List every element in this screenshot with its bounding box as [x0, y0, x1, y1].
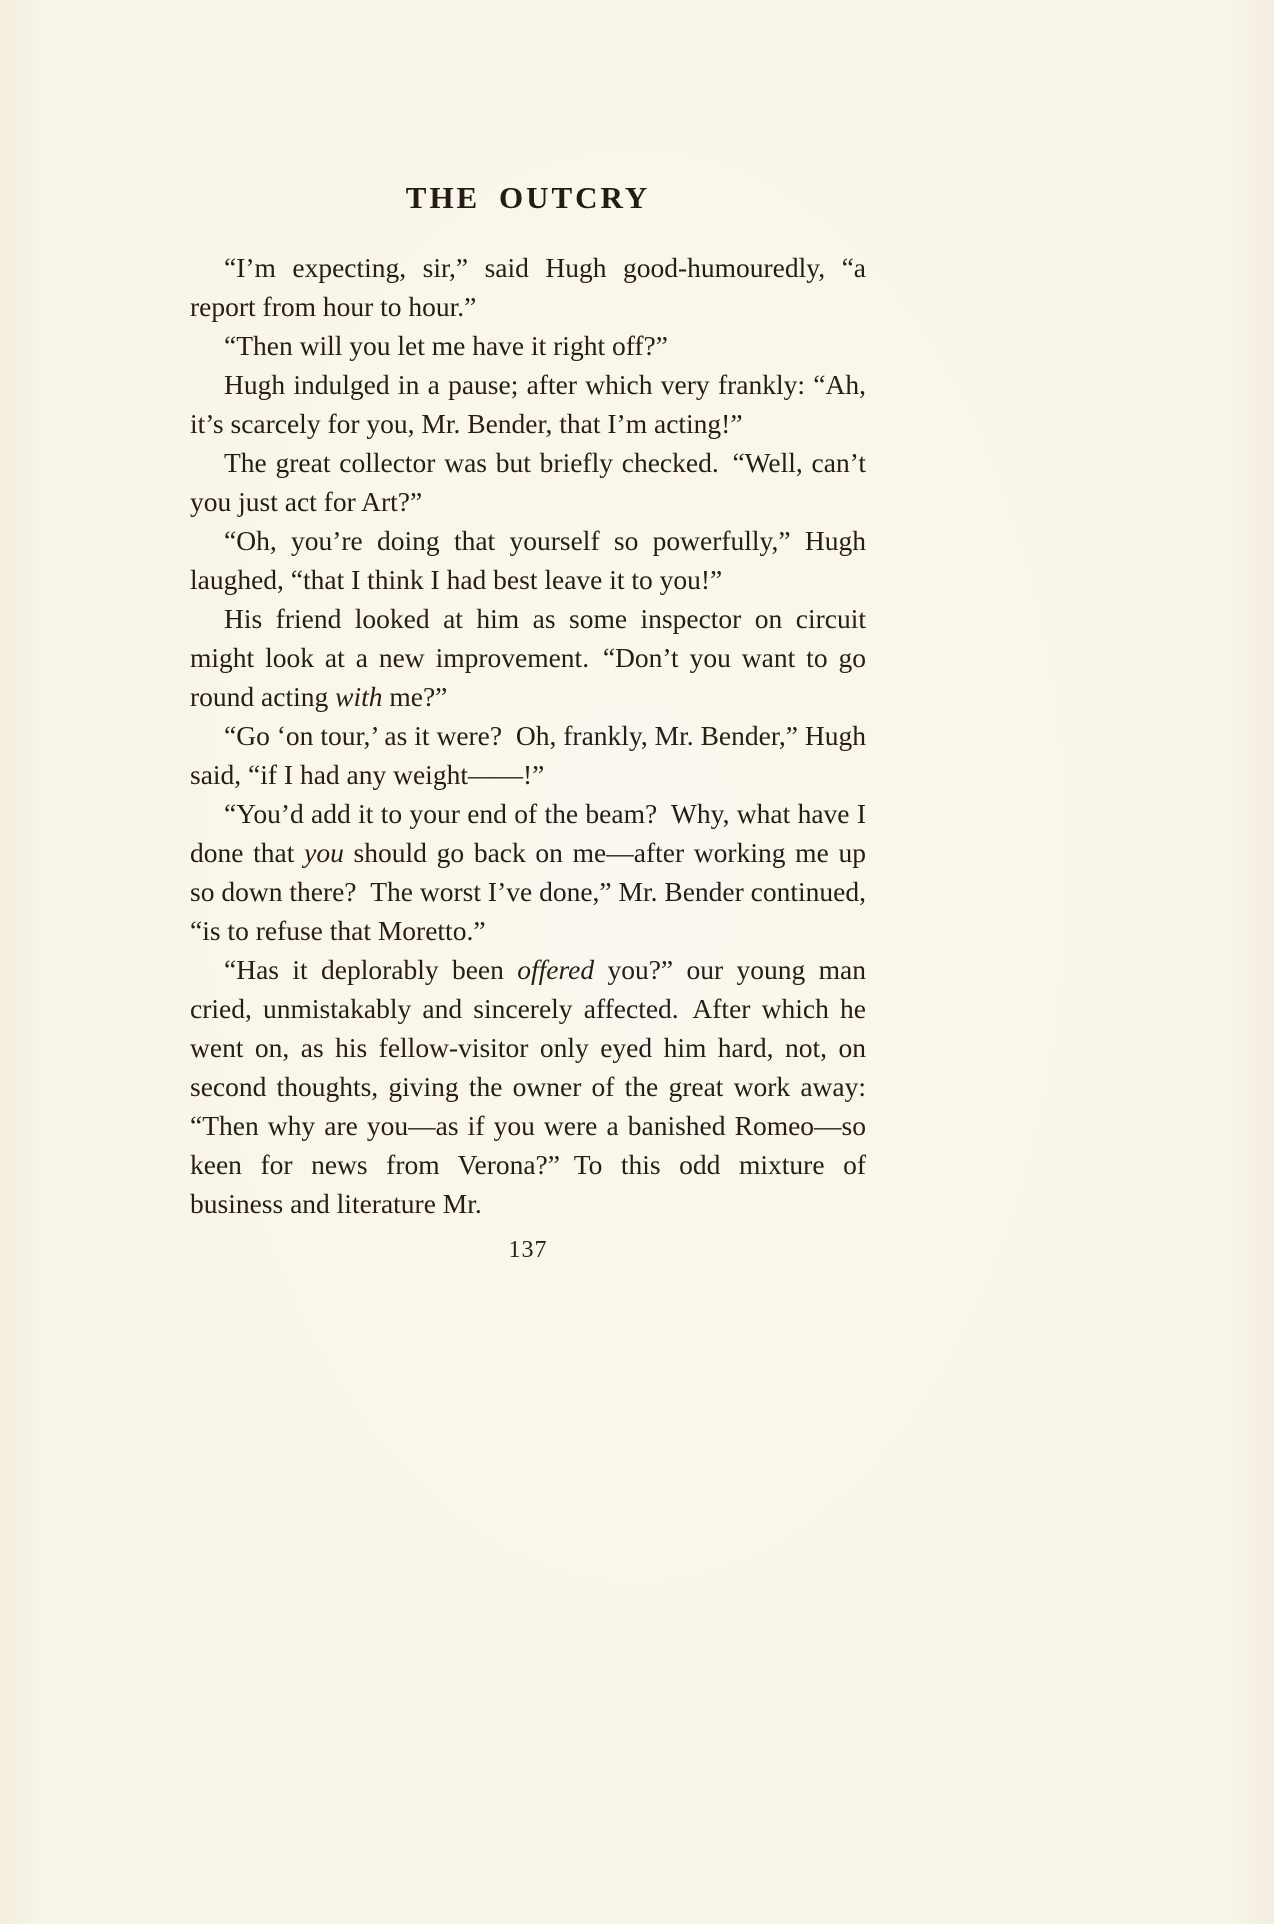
paragraph	[190, 443, 866, 521]
paragraph	[190, 716, 866, 794]
text-segment: “I’m expecting, sir,” said Hugh good-humouredly, “a report from hour to hour.”	[190, 252, 866, 322]
text-segment: Hugh indulged in a pause; after which very frankly: “Ah, it’s scarcely for you, Mr. Bender, that I’m acting!”	[190, 369, 866, 439]
text-segment: you?” our young man cried, unmistakably and sincerely affected. After which he went on, as his fellow-visitor only eyed him hard, not, on second thoughts, giving the owner of the great work away: “Then why are you—as if you were a banished Romeo—so keen for news from Verona?” To this odd mixture of business and literature Mr.	[190, 954, 866, 1219]
paragraph	[190, 521, 866, 599]
text-segment: His friend looked at him as some inspector on circuit might look at a new improvement. “Don’t you want to go round acting	[190, 603, 866, 712]
page-number: 137	[508, 1237, 548, 1263]
paragraph	[190, 794, 866, 950]
paragraph	[190, 599, 866, 716]
text-segment: “Has it deplorably been	[224, 954, 518, 985]
text-segment: me?”	[382, 681, 448, 712]
italic-text: you	[304, 837, 344, 868]
italic-text: offered	[517, 954, 595, 985]
text-segment: “Go ‘on tour,’ as it were? Oh, frankly, Mr. Bender,” Hugh said, “if I had any weight——!”	[190, 720, 866, 790]
italic-text: with	[335, 681, 383, 712]
text-segment: “You’d add it to your end of the beam? Why, what have I done that	[190, 798, 866, 868]
page-body	[190, 248, 866, 1223]
paragraph	[190, 365, 866, 443]
text-segment: The great collector was but briefly checked. “Well, can’t you just act for Art?”	[190, 447, 866, 517]
text-block	[190, 180, 866, 1264]
text-segment: should go back on me—after working me up so down there? The worst I’ve done,” Mr. Bender continued, “is to refuse that Moretto.”	[190, 837, 866, 946]
paragraph	[190, 326, 866, 365]
text-segment: “Then will you let me have it right off?”	[224, 330, 668, 361]
paragraph	[190, 950, 866, 1223]
page-title: THE OUTCRY	[405, 180, 651, 215]
paragraph	[190, 248, 866, 326]
text-segment: “Oh, you’re doing that yourself so powerfully,” Hugh laughed, “that I think I had best leave it to you!”	[190, 525, 866, 595]
